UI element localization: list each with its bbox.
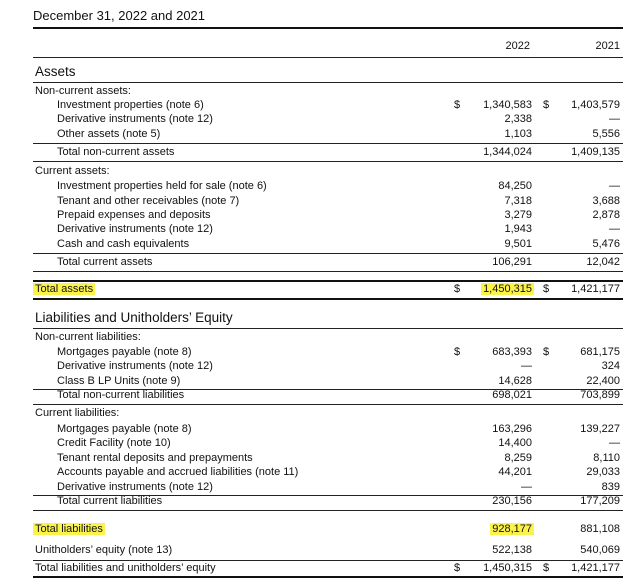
row-label: Derivative instruments (note 12): [57, 481, 213, 493]
assets-heading: Assets: [35, 64, 76, 79]
value-2022: 3,279: [504, 209, 532, 221]
value-2022: 14,628: [498, 375, 532, 387]
highlight-mark: 1,450,315: [483, 283, 532, 295]
row-label: Tenant rental deposits and prepayments: [57, 452, 253, 464]
row-label: Cash and cash equivalents: [57, 238, 190, 250]
value-2021: —: [609, 113, 620, 125]
currency-symbol: $: [542, 283, 550, 295]
value-2021: —: [609, 223, 620, 235]
row-label: Other assets (note 5): [57, 128, 161, 140]
assets-heading-rule: [33, 82, 623, 83]
value-2022: 84,250: [498, 180, 532, 192]
value-2022: 698,021: [492, 389, 532, 401]
value-2021: 8,110: [593, 452, 620, 464]
row-label: Total current assets: [57, 256, 153, 268]
currency-symbol: $: [542, 562, 550, 574]
value-2022: 230,156: [492, 495, 532, 507]
value-2021: 22,400: [586, 375, 620, 387]
total-rule: [33, 298, 623, 300]
title-rule: [33, 27, 623, 29]
highlight-mark: 928,177: [492, 523, 532, 535]
value-2022: 1,103: [504, 128, 532, 140]
row-label: Tenant and other receivables (note 7): [57, 195, 240, 207]
value-2021: 5,476: [592, 238, 620, 250]
currency-symbol: $: [453, 346, 461, 358]
row-label: Unitholders’ equity (note 13): [35, 544, 173, 556]
value-2022: 1,344,024: [483, 146, 532, 158]
value-2021: 5,556: [592, 128, 620, 140]
value-2021: 324: [601, 360, 620, 372]
non-current-assets-heading: Non-current assets:: [35, 85, 131, 97]
value-2022: 1,340,583: [483, 99, 532, 111]
section-rule: [33, 404, 623, 405]
currency-symbol: $: [453, 99, 461, 111]
value-2021: 3,688: [592, 195, 620, 207]
value-2021: 2,878: [592, 209, 620, 221]
value-2021: 1,421,177: [571, 562, 620, 574]
highlight-mark: Total liabilities: [35, 523, 103, 535]
value-2021: —: [609, 437, 620, 449]
current-assets-heading: Current assets:: [35, 165, 110, 177]
value-2021: —: [609, 180, 620, 192]
value-2021: 681,175: [580, 346, 620, 358]
column-header-2022: 2022: [505, 40, 530, 52]
row-label: Derivative instruments (note 12): [57, 360, 213, 372]
section-rule: [33, 510, 623, 511]
value-2022: —: [521, 360, 532, 372]
row-label: Investment properties held for sale (note 6): [57, 180, 267, 192]
row-label: Total non-current liabilities: [57, 389, 185, 401]
subtotal-rule: [33, 253, 623, 254]
liabilities-heading-rule: [33, 328, 623, 329]
row-label: Mortgages payable (note 8): [57, 423, 192, 435]
row-label: Mortgages payable (note 8): [57, 346, 192, 358]
value-2022: —: [521, 481, 532, 493]
header-rule: [33, 57, 623, 58]
row-label: Total liabilities and unitholders’ equity: [35, 562, 216, 574]
row-label: [35, 283, 93, 295]
value-2022: 106,291: [492, 256, 532, 268]
value-2022: [452, 523, 532, 535]
row-label: Class B LP Units (note 9): [57, 375, 181, 387]
value-2022: 1,450,315: [483, 562, 532, 574]
row-label: [35, 523, 103, 535]
value-2021: 139,227: [580, 423, 620, 435]
liabilities-heading: Liabilities and Unitholders’ Equity: [35, 310, 233, 325]
value-2021: 1,409,135: [571, 146, 620, 158]
value-2021: 881,108: [580, 523, 620, 535]
row-label: Investment properties (note 6): [57, 99, 204, 111]
value-2021: 1,403,579: [571, 99, 620, 111]
value-2021: 177,209: [580, 495, 620, 507]
section-rule: [33, 161, 623, 162]
row-label: Derivative instruments (note 12): [57, 113, 213, 125]
current-liabilities-heading: Current liabilities:: [35, 407, 120, 419]
value-2022: 683,393: [492, 346, 532, 358]
value-2022: 2,338: [504, 113, 532, 125]
row-label: Prepaid expenses and deposits: [57, 209, 211, 221]
highlight-mark: Total assets: [35, 283, 94, 295]
value-2022: 14,400: [498, 437, 532, 449]
currency-symbol: $: [542, 99, 550, 111]
section-rule: [33, 271, 623, 272]
value-2022: 522,138: [492, 544, 532, 556]
value-2021: 1,421,177: [571, 283, 620, 295]
non-current-liabilities-heading: Non-current liabilities:: [35, 331, 141, 343]
statement-date-title: December 31, 2022 and 2021: [33, 8, 206, 23]
total-rule: [33, 280, 623, 282]
value-2021: 703,899: [580, 389, 620, 401]
value-2022: 9,501: [504, 238, 532, 250]
value-2022: [452, 283, 532, 295]
grand-total-rule: [33, 576, 623, 578]
value-2022: 163,296: [492, 423, 532, 435]
row-label: Accounts payable and accrued liabilities (note 11): [57, 466, 299, 478]
value-2022: 1,943: [504, 223, 532, 235]
row-label: Credit Facility (note 10): [57, 437, 171, 449]
currency-symbol: $: [453, 562, 461, 574]
subtotal-rule: [33, 143, 623, 144]
value-2022: 44,201: [498, 466, 532, 478]
column-header-2021: 2021: [595, 40, 620, 52]
row-label: Derivative instruments (note 12): [57, 223, 213, 235]
total-rule: [33, 560, 623, 561]
value-2021: 29,033: [586, 466, 620, 478]
currency-symbol: $: [542, 346, 550, 358]
row-label: Total non-current assets: [57, 146, 175, 158]
value-2021: 12,042: [586, 256, 620, 268]
value-2022: 8,259: [504, 452, 532, 464]
value-2021: 540,069: [580, 544, 620, 556]
row-label: Total current liabilities: [57, 495, 163, 507]
value-2021: 839: [601, 481, 620, 493]
value-2022: 7,318: [504, 195, 532, 207]
currency-symbol: $: [453, 283, 461, 295]
